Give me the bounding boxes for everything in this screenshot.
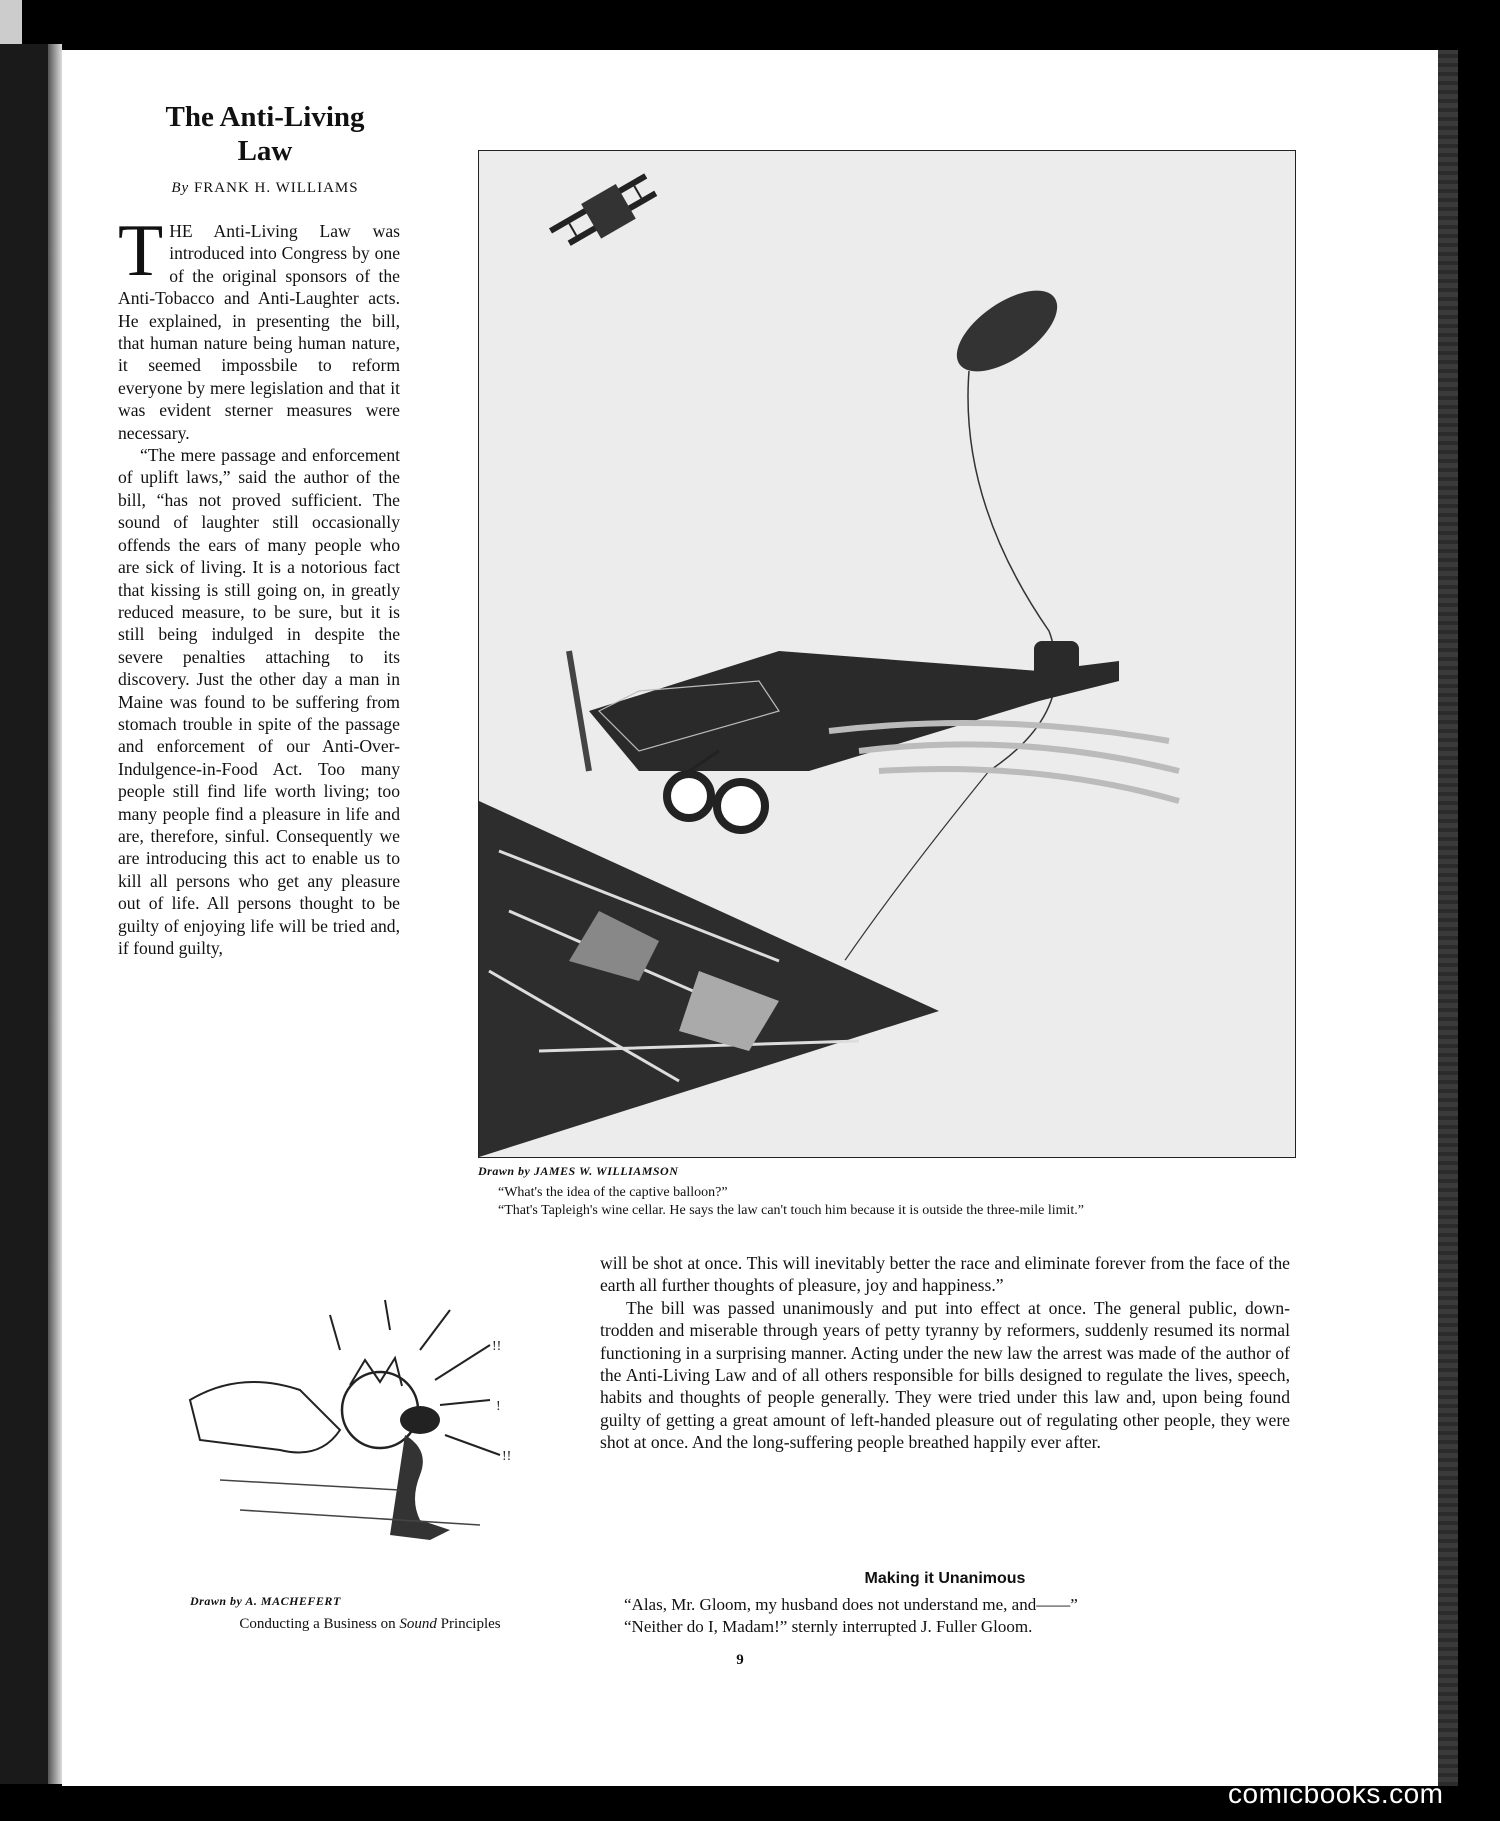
byline: [130, 180, 400, 197]
credit-prefix: Drawn by: [478, 1164, 531, 1178]
right-column: [600, 1252, 1290, 1454]
caption-suffix: Principles: [440, 1616, 501, 1632]
main-illustration-credit: [478, 1164, 678, 1179]
drop-cap: T: [118, 210, 164, 292]
caption-line-2: “That's Tapleigh's wine cellar. He says the law can't touch him because it is outside the three-mile limit.”: [498, 1203, 1084, 1218]
first-paragraph-text: HE Anti-Living Law was introduced into Congress by one of the original sponsors of the Anti-Tobacco and Anti-Laughter acts. He explained, in presenting the bill, that human nature being human nature, it seemed impossbile to reform everyone by mere legislation and that it was evident sterner measures were necessary.: [118, 221, 400, 443]
left-column: [118, 210, 400, 959]
airplane-illustration: [478, 150, 1296, 1158]
telephone-cartoon: [180, 1290, 550, 1550]
caption-italic: Sound: [399, 1616, 437, 1632]
main-illustration-caption: [498, 1184, 1288, 1220]
telephone-cartoon-drawing: [180, 1290, 550, 1550]
sidebar-heading: Making it Unanimous: [864, 1570, 1026, 1587]
top-corner-mark: [0, 0, 22, 44]
title-line-1: The Anti-Living: [165, 101, 365, 133]
continuation-paragraph: will be shot at once. This will inevitably better the race and eliminate forever from the face of the earth all further thoughts of pleasure, joy and happiness.”: [600, 1253, 1290, 1296]
sidebar-line-1: “Alas, Mr. Gloom, my husband does not understand me, and——”: [624, 1595, 1078, 1614]
caption-line-1: “What's the idea of the captive balloon?”: [498, 1185, 728, 1200]
sidebar-text: [624, 1594, 1289, 1638]
sidebar-line-2: “Neither do I, Madam!” sternly interrupted J. Fuller Gloom.: [624, 1617, 1033, 1636]
small-illustration-caption: [180, 1616, 560, 1633]
svg-text:!!: !!: [492, 1339, 502, 1354]
credit-artist: A. MACHEFERT: [245, 1594, 341, 1608]
svg-text:!!: !!: [502, 1449, 512, 1464]
spine-edge: [48, 44, 62, 1784]
page-number: 9: [736, 1652, 744, 1668]
byline-author: FRANK H. WILLIAMS: [193, 180, 359, 196]
article-title: [130, 100, 400, 168]
first-paragraph: [118, 210, 400, 444]
credit-artist: JAMES W. WILLIAMSON: [533, 1164, 679, 1178]
caption-prefix: Conducting a Business on: [239, 1616, 396, 1632]
credit-prefix: Drawn by: [190, 1594, 243, 1608]
page-edge-strip: [1438, 50, 1458, 1786]
final-paragraph: The bill was passed unanimously and put into effect at once. The general public, down-trodden and miserable through years of petty tyranny by reformers, suddenly resumed its normal functioning in a surprising manner. Acting under the new law the arrest was made of the author of the Anti-Living Law and of all others responsible for bills designed to regulate the lives, speech, habits and thoughts of people generally. They were tried under this law and, upon being found guilty of getting a great amount of left-handed pleasure out of regulating other people, they were shot at once. And the long-suffering people breathed happily ever after.: [600, 1297, 1290, 1453]
watermark: comicbooks.com: [1228, 1778, 1444, 1809]
second-paragraph: “The mere passage and enforcement of uplift laws,” said the author of the bill, “has not proved sufficient. The sound of laughter still occasionally offends the ears of many people who are sick of living. It is a notorious fact that kissing is still going on, in greatly reduced measure, to be sure, but it is still being indulged in despite the severe penalties attaching to its discovery. Just the other day a man in Maine was found to be suffering from stomach trouble in spite of the passage and enforcement of our Anti-Over-Indulgence-in-Food Act. Too many people still find life worth living; too many people find a pleasure in life and are, therefore, sinful. Consequently we are introducing this act to enable us to kill all persons who get any pleasure out of life. All persons thought to be guilty of enjoying life will be tried and, if found guilty,: [118, 445, 400, 958]
title-line-2: Law: [237, 135, 293, 167]
airplane-drawing: [479, 151, 1295, 1157]
svg-text:!: !: [496, 1399, 501, 1414]
small-illustration-credit: [190, 1594, 341, 1609]
byline-prefix: By: [171, 180, 190, 196]
